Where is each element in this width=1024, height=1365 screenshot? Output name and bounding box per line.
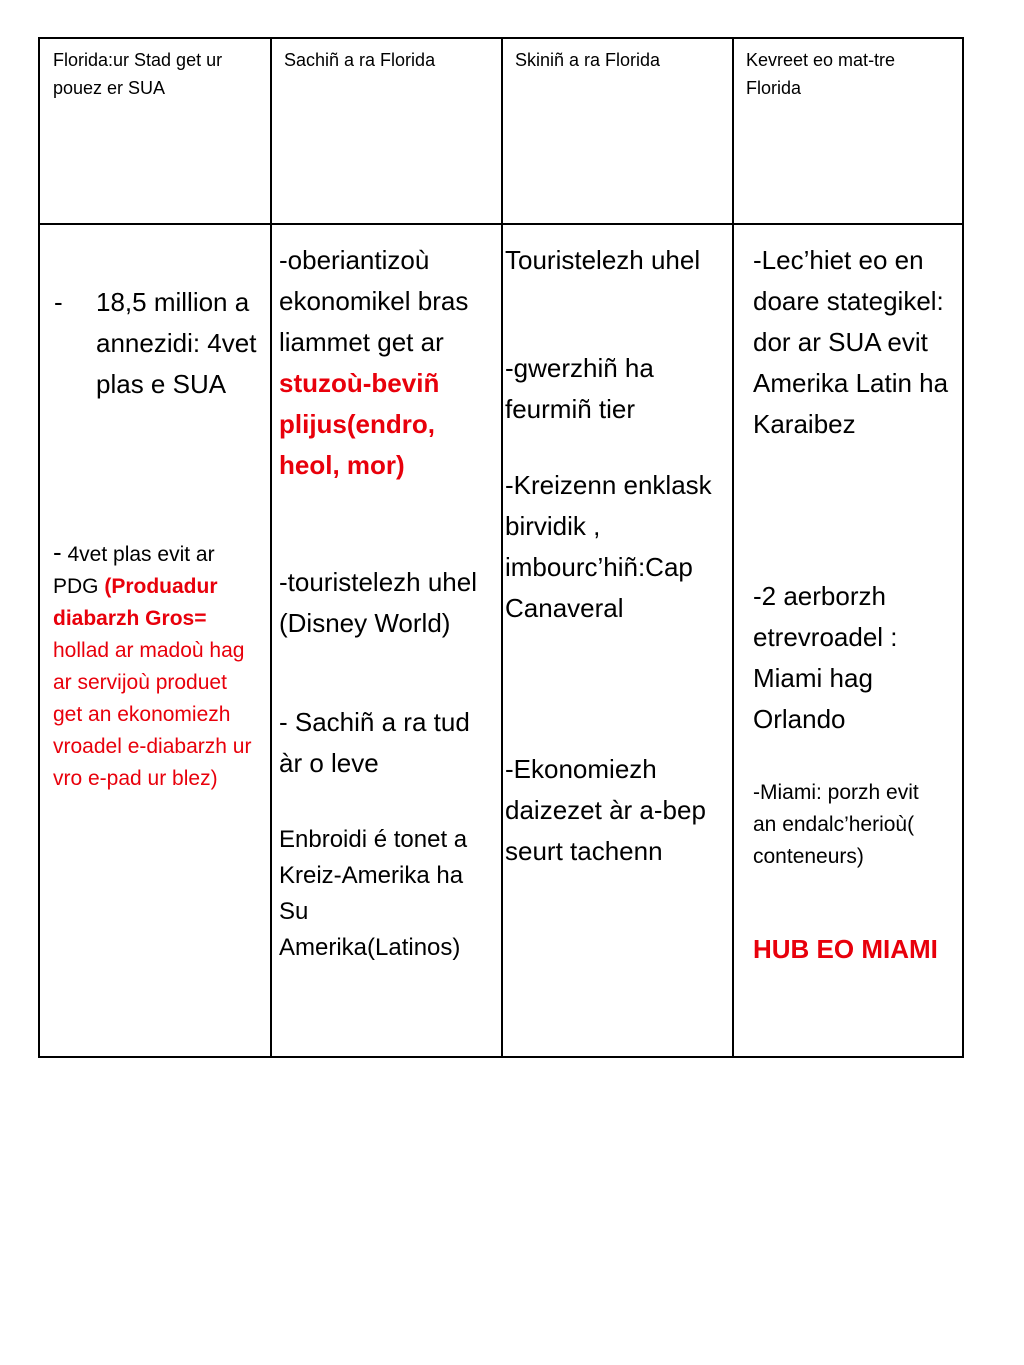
radiance-paragraph-2: -gwerzhiñ ha feurmiñ tier [505,353,654,424]
radiance-paragraph-4: -Ekonomiezh daizezet àr a-bep seurt tachenn [505,754,706,866]
pdg-definition: hollad ar madoù hag ar servijoù produet get an ekonomiezh vroadel e-diabarzh ur vro e-pad ur blez) [53,639,252,790]
attraction-paragraph-1 [279,240,499,486]
florida-table [38,37,964,1058]
radiance-paragraph-1: Touristelezh uhel [505,245,701,275]
pdg-intro: 4vet plas evit ar PDG [53,543,215,598]
header-cell-3: Skiniñ a ra Florida [515,50,661,70]
radiance-paragraph-3: -Kreizenn enklask birvidik , imbourc’hiñ:Cap Canaveral [505,470,712,623]
pdg-dash: - [53,537,62,567]
bullet-dash: - [54,287,63,317]
hub-miami-highlight: HUB EO MIAMI [753,934,938,964]
lifestyle-highlight: stuzoù-beviñ plijus(endro, heol, mor) [279,368,440,480]
column-divider [732,39,734,1056]
connection-paragraph-3: -Miami: porzh evit an endalc’herioù( conteneurs) [753,781,919,868]
activities-text: -oberiantizoù ekonomikel bras liammet get ar [279,245,469,357]
attraction-paragraph-4: Enbroidi é tonet a Kreiz-Amerika ha Su Amerika(Latinos) [279,826,468,961]
connection-paragraph-2: -2 aerborzh etrevroadel : Miami hag Orlando [753,581,898,734]
population-text: 18,5 million a annezidi: 4vet plas e SUA [96,287,257,399]
header-divider [40,223,962,225]
header-cell-4: Kevreet eo mat-tre Florida [746,50,896,98]
pdg-definition-title: (Produadur diabarzh Gros= [53,575,218,630]
attraction-paragraph-3: - Sachiñ a ra tud àr o leve [279,707,470,778]
connection-paragraph-1: -Lec’hiet eo en doare stategikel: dor ar SUA evit Amerika Latin ha Karaibez [753,245,949,439]
column-divider [270,39,272,1056]
pdg-paragraph [53,536,258,795]
header-cell-2: Sachiñ a ra Florida [284,50,436,70]
header-cell-1: Florida:ur Stad get ur pouez er SUA [53,50,223,98]
attraction-paragraph-2: -touristelezh uhel (Disney World) [279,567,477,638]
column-divider [501,39,503,1056]
